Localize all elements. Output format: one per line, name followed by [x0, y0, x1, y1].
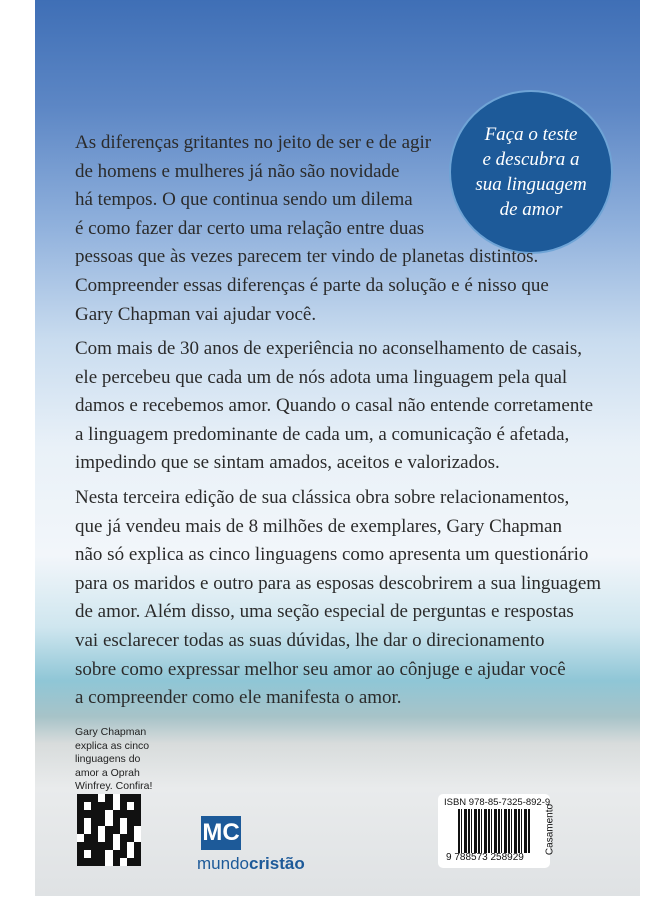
qr-module	[113, 834, 120, 842]
badge-line: sua linguagem	[475, 174, 587, 195]
text-line: a compreender como ele manifesta o amor.	[75, 687, 402, 709]
qr-module	[120, 850, 127, 858]
qr-module	[105, 858, 112, 866]
qr-module	[84, 810, 91, 818]
qr-module	[105, 810, 112, 818]
badge-line: Faça o teste	[484, 124, 578, 145]
qr-module	[77, 794, 84, 802]
qr-module	[113, 858, 120, 866]
text-line: As diferenças gritantes no jeito de ser e de agir	[75, 132, 432, 153]
qr-module	[105, 794, 112, 802]
qr-module	[134, 810, 141, 818]
qr-module	[84, 826, 91, 834]
publisher-name	[197, 854, 305, 874]
text-line: que já vendeu mais de 8 milhões de exemplares, Gary Chapman	[75, 515, 562, 537]
qr-module	[105, 802, 112, 810]
book-back-cover	[35, 0, 640, 896]
qr-module	[127, 842, 134, 850]
text-line: de amor. Além disso, uma seção especial de perguntas e respostas	[75, 601, 574, 623]
caption-line: Winfrey. Confira!	[75, 780, 153, 793]
text-line: para os maridos e outro para as esposas descobrirem a sua linguagem	[75, 572, 602, 594]
qr-module	[84, 850, 91, 858]
text-line: ele percebeu que cada um de nós adota uma linguagem pela qual	[75, 366, 568, 388]
barcode-bars	[458, 809, 530, 853]
badge-line: e descubra a	[482, 149, 580, 170]
qr-module	[127, 818, 134, 826]
qr-module	[127, 826, 134, 834]
qr-module	[120, 834, 127, 842]
qr-module	[84, 802, 91, 810]
qr-code[interactable]	[77, 794, 141, 866]
qr-module	[120, 818, 127, 826]
text-line: pessoas que às vezes parecem ter vindo de planetas distintos.	[75, 246, 539, 268]
logo-mark: MC	[201, 816, 241, 850]
paragraph-2	[75, 335, 635, 478]
text-line: Compreender essas diferenças é parte da solução e é nisso que	[75, 274, 549, 296]
qr-module	[113, 794, 120, 802]
qr-module	[77, 850, 84, 858]
qr-module	[105, 834, 112, 842]
text-line: é como fazer dar certo uma relação entre duas	[75, 217, 425, 239]
qr-module	[105, 818, 112, 826]
qr-module	[91, 842, 98, 850]
caption-line: linguagens do	[75, 753, 141, 766]
qr-caption	[75, 726, 152, 794]
qr-module	[105, 842, 112, 850]
qr-module	[113, 826, 120, 834]
qr-module	[77, 834, 84, 842]
qr-module	[98, 842, 105, 850]
caption-line: explica as cinco	[75, 739, 150, 752]
qr-module	[91, 858, 98, 866]
paragraph-1	[75, 129, 635, 329]
qr-module	[84, 842, 91, 850]
qr-module	[120, 842, 127, 850]
qr-module	[98, 818, 105, 826]
qr-module	[120, 810, 127, 818]
qr-module	[120, 826, 127, 834]
qr-module	[120, 802, 127, 810]
caption-line: amor a Oprah	[75, 766, 140, 779]
text-line: há tempos. O que continua sendo um dilema	[75, 189, 413, 211]
barcode-number: 9 788573 258929	[446, 852, 524, 863]
qr-module	[134, 826, 141, 834]
qr-module	[134, 850, 141, 858]
qr-module	[91, 794, 98, 802]
qr-module	[84, 858, 91, 866]
qr-module	[127, 858, 134, 866]
qr-module	[98, 794, 105, 802]
badge-line: de amor	[499, 199, 563, 220]
qr-module	[77, 826, 84, 834]
qr-module	[127, 810, 134, 818]
qr-module	[113, 842, 120, 850]
text-line: não só explica as cinco linguagens como apresenta um questionário	[75, 544, 589, 566]
qr-module	[134, 794, 141, 802]
qr-module	[134, 842, 141, 850]
qr-module	[98, 810, 105, 818]
qr-module	[77, 802, 84, 810]
qr-module	[84, 794, 91, 802]
qr-module	[91, 850, 98, 858]
qr-module	[77, 858, 84, 866]
text-line: sobre como expressar melhor seu amor ao cônjuge e ajudar você	[75, 658, 566, 680]
publisher-logo	[197, 816, 305, 874]
name-light: mundo	[197, 854, 249, 873]
qr-module	[84, 818, 91, 826]
qr-module	[77, 842, 84, 850]
qr-module	[98, 834, 105, 842]
qr-module	[113, 818, 120, 826]
qr-module	[98, 858, 105, 866]
qr-module	[91, 802, 98, 810]
qr-module	[134, 818, 141, 826]
qr-module	[91, 810, 98, 818]
qr-module	[77, 818, 84, 826]
qr-module	[134, 802, 141, 810]
qr-module	[120, 858, 127, 866]
qr-module	[98, 802, 105, 810]
qr-module	[77, 810, 84, 818]
qr-module	[134, 834, 141, 842]
qr-module	[134, 858, 141, 866]
qr-module	[113, 810, 120, 818]
text-line: a linguagem predominante de cada um, a comunicação é afetada,	[75, 423, 570, 445]
category-label: Casamento	[544, 803, 556, 856]
text-line: Gary Chapman vai ajudar você.	[75, 303, 317, 325]
text-line: damos e recebemos amor. Quando o casal não entende corretamente	[75, 395, 594, 417]
qr-module	[98, 850, 105, 858]
qr-module	[113, 850, 120, 858]
qr-module	[127, 850, 134, 858]
isbn-barcode	[438, 794, 556, 868]
qr-module	[84, 834, 91, 842]
qr-module	[91, 826, 98, 834]
paragraph-3	[75, 484, 635, 713]
caption-line: Gary Chapman	[75, 726, 147, 738]
qr-module	[127, 794, 134, 802]
qr-module	[120, 794, 127, 802]
isbn-text: ISBN 978-85-7325-892-9	[444, 797, 551, 808]
qr-module	[105, 850, 112, 858]
qr-module	[98, 826, 105, 834]
qr-module	[91, 818, 98, 826]
qr-module	[127, 834, 134, 842]
text-line: Com mais de 30 anos de experiência no aconselhamento de casais,	[75, 338, 583, 359]
name-bold: cristão	[248, 854, 305, 873]
qr-module	[91, 834, 98, 842]
qr-module	[127, 802, 134, 810]
text-line: de homens e mulheres já não são novidade	[75, 160, 400, 182]
text-line: vai esclarecer todas as suas dúvidas, lhe dar o direcionamento	[75, 629, 545, 651]
text-line: Nesta terceira edição de sua clássica obra sobre relacionamentos,	[75, 487, 570, 508]
qr-module	[105, 826, 112, 834]
qr-module	[113, 802, 120, 810]
text-line: impedindo que se sintam amados, aceitos e valorizados.	[75, 452, 500, 474]
